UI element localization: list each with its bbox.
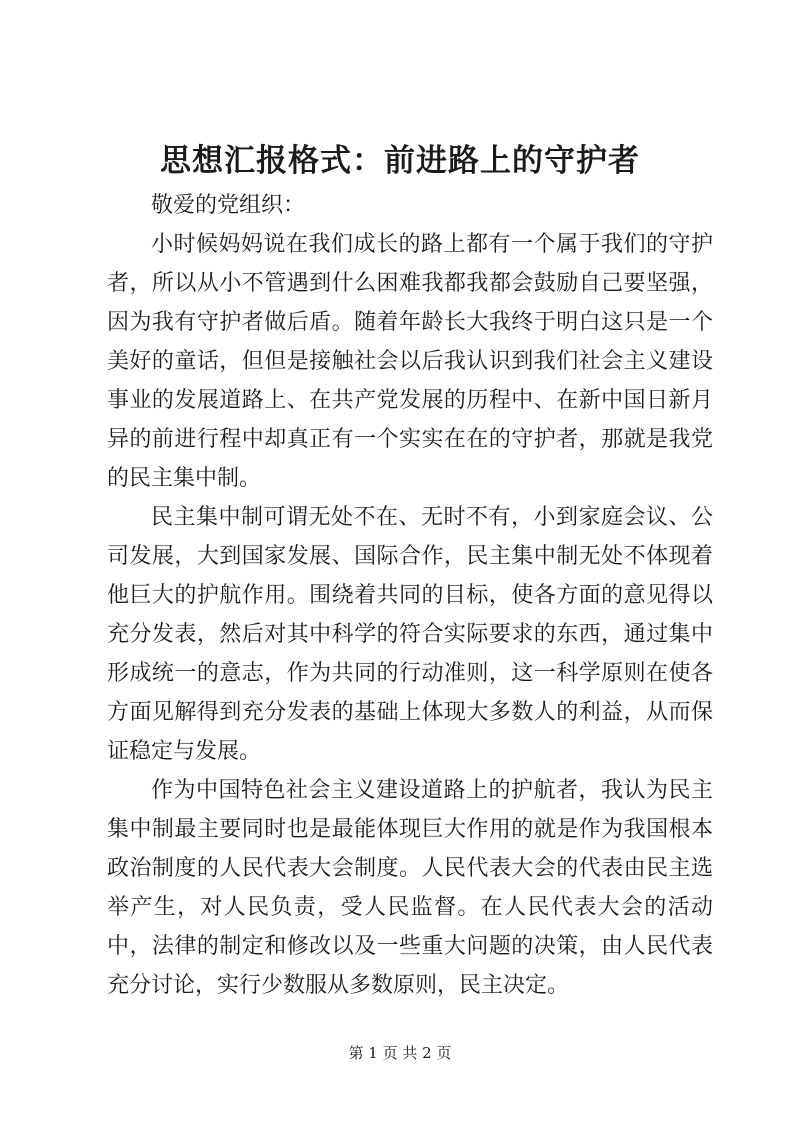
page-footer: 第 1 页 共 2 页 [348,1044,452,1062]
document-title: 思想汇报格式：前进路上的守护者 [160,143,640,179]
paragraph-2: 民主集中制可谓无处不在、无时不有，小到家庭会议、公司发展，大到国家发展、国际合作，民主集中制无处不体现着他巨大的护航作用。围绕着共同的目标，使各方面的意见得以充分发表，然后对其中科学的符合实际要求的东西，通过集中形成统一的意志，作为共同的行动准则，这一科学原则在使各方面见解得到充分发表的基础上体现大多数人的利益，从而保证稳定与发展。 [107,505,713,764]
paragraph-3: 作为中国特色社会主义建设道路上的护航者，我认为民主集中制最主要同时也是最能体现巨大作用的就是作为我国根本政治制度的人民代表大会制度。人民代表大会的代表由民主选举产生，对人民负责，受人民监督。在人民代表大会的活动中，法律的制定和修改以及一些重大问题的决策，由人民代表充分讨论，实行少数服从多数原则，民主决定。 [107,778,713,998]
document-body [107,186,713,1005]
salutation: 敬爱的党组织： [151,193,306,218]
paragraph-1: 小时候妈妈说在我们成长的路上都有一个属于我们的守护者，所以从小不管遇到什么困难我都我都会鼓励自己要坚强，因为我有守护者做后盾。随着年龄长大我终于明白这只是一个美好的童话，但但是接触社会以后我认识到我们社会主义建设事业的发展道路上、在共产党发展的历程中、在新中国日新月异的前进行程中却真正有一个实实在在的守护者，那就是我党的民主集中制。 [107,232,713,491]
